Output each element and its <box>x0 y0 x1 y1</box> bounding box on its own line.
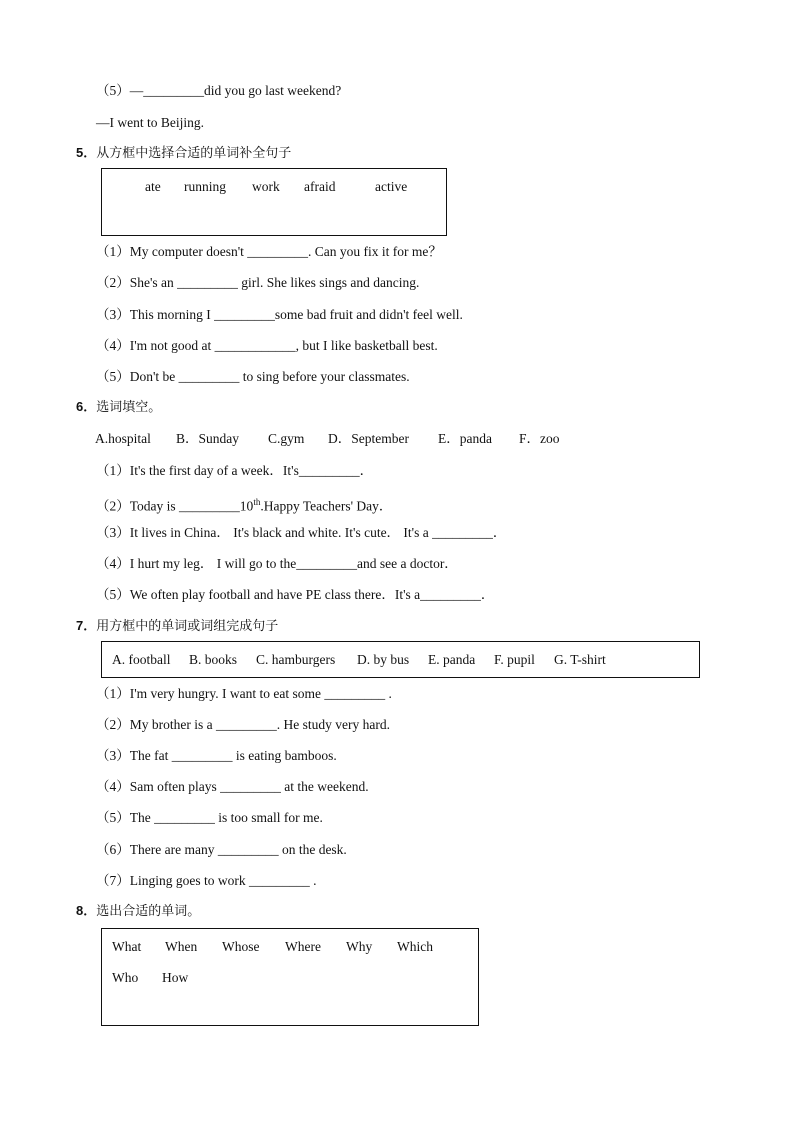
word-box-7-item: C. hamburgers <box>256 652 336 667</box>
section-6-option: C.gym <box>268 431 305 446</box>
section-5-number: 5． <box>76 145 97 160</box>
word-box-5-item: active <box>375 179 408 194</box>
s5-item-3: （3）This morning I _________some bad fruit and didn't feel well. <box>96 307 463 322</box>
word-box-8-item: What <box>112 939 142 954</box>
word-box-8-item: Whose <box>222 939 260 954</box>
s6-item-2-text-end: .Happy Teachers' Day． <box>260 498 393 514</box>
section-6-option: E．panda <box>438 431 492 446</box>
word-box-5-item: afraid <box>304 179 336 194</box>
s7-item-6: （6）There are many _________ on the desk. <box>96 842 347 857</box>
word-box-7 <box>101 641 700 678</box>
section-7-number: 7． <box>76 618 97 633</box>
s5-item-1: （1）My computer doesn't _________. Can you fix it for me？ <box>96 244 442 259</box>
word-box-5-item: running <box>184 179 226 194</box>
section-6-title: 选词填空。 <box>96 400 162 415</box>
section-7-title: 用方框中的单词或词组完成句子 <box>96 619 279 634</box>
s6-item-2-text: （2）Today is _________10 <box>96 498 254 514</box>
word-box-8-item: When <box>165 939 198 954</box>
word-box-5-item: ate <box>145 179 161 194</box>
word-box-8-item: Who <box>112 970 139 985</box>
section-8-title: 选出合适的单词。 <box>96 904 201 919</box>
s7-item-2: （2）My brother is a _________. He study very hard. <box>96 717 390 732</box>
q4-item-5-line-1: （5）—_________did you go last weekend? <box>96 83 342 98</box>
word-box-7-item: B. books <box>189 652 238 667</box>
s7-item-1: （1）I'm very hungry. I want to eat some _________ . <box>96 686 392 701</box>
word-box-8-item: How <box>162 970 189 985</box>
section-6-option: F．zoo <box>519 431 560 446</box>
section-8-heading <box>76 901 200 922</box>
s6-item-5: （5）We often play football and have PE class there．It's a_________． <box>96 587 495 602</box>
word-box-8-item: Which <box>397 939 433 954</box>
section-6-option: A.hospital <box>95 431 151 446</box>
s6-item-3: （3）It lives in China． It's black and white. It's cute． It's a _________． <box>96 525 507 540</box>
q4-item-5-line-2: —I went to Beijing. <box>96 115 204 130</box>
s7-item-4: （4）Sam often plays _________ at the weekend. <box>96 779 369 794</box>
word-box-8-item: Where <box>285 939 321 954</box>
s5-item-5: （5）Don't be _________ to sing before your classmates. <box>96 369 410 384</box>
s6-item-2 <box>96 493 392 516</box>
section-6-heading <box>76 397 161 418</box>
word-box-7-item: E. panda <box>428 652 476 667</box>
section-6-number: 6． <box>76 399 97 414</box>
section-6-option: D．September <box>328 431 409 446</box>
section-5-title: 从方框中选择合适的单词补全句子 <box>96 146 292 161</box>
word-box-7-item: D. by bus <box>357 652 410 667</box>
s5-item-4: （4）I'm not good at ____________, but I like basketball best. <box>96 338 438 353</box>
section-6-option: B．Sunday <box>176 431 240 446</box>
word-box-7-item: A. football <box>112 652 171 667</box>
section-5-heading <box>76 143 291 164</box>
section-7-heading <box>76 616 278 637</box>
s7-item-7: （7）Linging goes to work _________ . <box>96 873 317 888</box>
s6-item-2-superscript: th <box>253 497 261 507</box>
word-box-5 <box>101 168 447 236</box>
word-box-5-item: work <box>252 179 280 194</box>
word-box-8-item: Why <box>346 939 373 954</box>
word-box-7-item: G. T-shirt <box>554 652 606 667</box>
s6-item-4: （4）I hurt my leg． I will go to the_________and see a doctor． <box>96 556 458 571</box>
word-box-8 <box>101 928 479 1026</box>
s7-item-3: （3）The fat _________ is eating bamboos. <box>96 748 337 763</box>
s5-item-2: （2）She's an _________ girl. She likes sings and dancing. <box>96 275 420 290</box>
s6-item-1: （1）It's the first day of a week．It's_________． <box>96 463 374 478</box>
word-box-7-item: F. pupil <box>494 652 535 667</box>
section-8-number: 8． <box>76 903 97 918</box>
s7-item-5: （5）The _________ is too small for me. <box>96 810 323 825</box>
